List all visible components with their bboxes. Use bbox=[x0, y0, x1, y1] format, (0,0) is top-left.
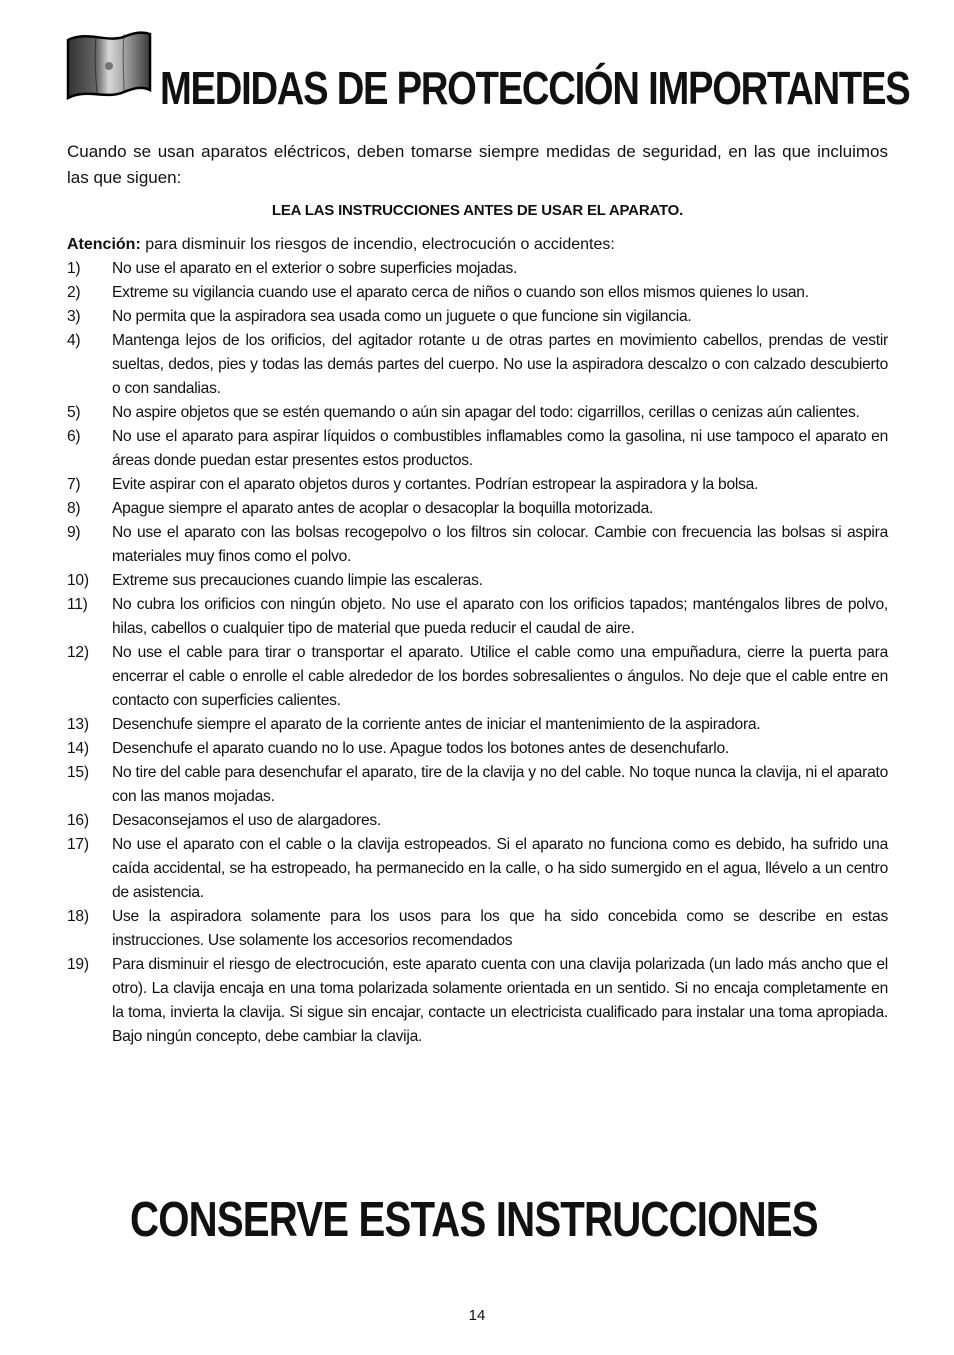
safety-list bbox=[67, 257, 888, 1049]
spain-flag-icon bbox=[66, 30, 154, 108]
item-number: 3) bbox=[67, 308, 81, 325]
list-item bbox=[67, 593, 888, 641]
list-item bbox=[67, 809, 888, 833]
list-item bbox=[67, 953, 888, 1049]
item-number: 9) bbox=[67, 524, 81, 541]
item-text: Para disminuir el riesgo de electrocución, este aparato cuenta con una clavija polarizada (un lado más ancho que el otro). La clavija encaja en una toma polarizada solamente orientada en un sentido. Si no encaja completamente en la toma, invierta la clavija. Si sigue sin encajar, contacte un electricista cualificado para instalar una toma apropiada. Bajo ningún concepto, debe cambiar la clavija. bbox=[112, 956, 888, 1045]
item-text: Desenchufe siempre el aparato de la corriente antes de iniciar el mantenimiento de la aspiradora. bbox=[112, 716, 761, 733]
item-number: 7) bbox=[67, 476, 81, 493]
item-number: 8) bbox=[67, 500, 81, 517]
item-number: 13) bbox=[67, 716, 89, 733]
list-item bbox=[67, 425, 888, 473]
item-text: Apague siempre el aparato antes de acoplar o desacoplar la boquilla motorizada. bbox=[112, 500, 654, 517]
item-number: 17) bbox=[67, 836, 89, 853]
item-text: No use el aparato con las bolsas recogepolvo o los filtros sin colocar. Cambie con frecuencia las bolsas si aspira materiales muy finos como el polvo. bbox=[112, 524, 888, 565]
item-number: 11) bbox=[67, 596, 88, 613]
item-text: Mantenga lejos de los orificios, del agitador rotante u de otras partes en movimiento cabellos, prendas de vestir sueltas, dedos, pies y todas las demás partes del cuerpo. No use la aspiradora descalzo o con calzado descubierto o con sandalias. bbox=[112, 332, 888, 397]
item-number: 16) bbox=[67, 812, 89, 829]
section-heading: LEA LAS INSTRUCCIONES ANTES DE USAR EL APARATO. bbox=[271, 202, 684, 219]
item-text: Desenchufe el aparato cuando no lo use. Apague todos los botones antes de desenchufarlo. bbox=[112, 740, 729, 757]
intro-text: Cuando se usan aparatos eléctricos, deben tomarse siempre medidas de seguridad, en las que incluimos las que siguen: bbox=[67, 142, 888, 187]
warning-label: Atención: bbox=[67, 236, 141, 253]
list-item bbox=[67, 257, 888, 281]
list-item bbox=[67, 281, 888, 305]
item-text: No use el aparato para aspirar líquidos o combustibles inflamables como la gasolina, ni use tampoco el aparato en áreas donde puedan estar presentes estos productos. bbox=[112, 428, 888, 469]
item-number: 10) bbox=[67, 572, 89, 589]
page-number: 14 bbox=[468, 1307, 486, 1324]
page-title: MEDIDAS DE PROTECCIÓN IMPORTANTES bbox=[160, 62, 910, 114]
list-item bbox=[67, 329, 888, 401]
warning-text: para disminuir los riesgos de incendio, electrocución o accidentes: bbox=[140, 236, 615, 253]
item-text: No tire del cable para desenchufar el aparato, tire de la clavija y no del cable. No toque nunca la clavija, ni el aparato con las manos mojadas. bbox=[112, 764, 888, 805]
list-item bbox=[67, 641, 888, 713]
item-number: 12) bbox=[67, 644, 89, 661]
item-number: 5) bbox=[67, 404, 81, 421]
item-text: No use el aparato con el cable o la clavija estropeados. Si el aparato no funciona como es debido, ha sufrido una caída accidental, se ha estropeado, ha permanecido en la calle, o ha sido sumergido en el agua, llévelo a un centro de asistencia. bbox=[112, 836, 888, 901]
list-item bbox=[67, 905, 888, 953]
item-number: 2) bbox=[67, 284, 81, 301]
item-number: 14) bbox=[67, 740, 89, 757]
item-text: No use el cable para tirar o transportar el aparato. Utilice el cable como una empuñadura, cierre la puerta para encerrar el cable o enrolle el cable alrededor de los bordes sobresalientes o ángulos. No deje que el cable entre en contacto con superficies calientes. bbox=[112, 644, 888, 709]
list-item bbox=[67, 713, 888, 737]
item-text: No use el aparato en el exterior o sobre superficies mojadas. bbox=[112, 260, 518, 277]
item-number: 15) bbox=[67, 764, 89, 781]
item-text: No permita que la aspiradora sea usada como un juguete o que funcione sin vigilancia. bbox=[112, 308, 692, 325]
item-text: Extreme sus precauciones cuando limpie las escaleras. bbox=[112, 572, 483, 589]
list-item bbox=[67, 401, 888, 425]
list-item bbox=[67, 761, 888, 809]
item-number: 18) bbox=[67, 908, 89, 925]
footer-title: CONSERVE ESTAS INSTRUCCIONES bbox=[130, 1193, 818, 1247]
list-item bbox=[67, 305, 888, 329]
list-item bbox=[67, 569, 888, 593]
list-item bbox=[67, 521, 888, 569]
item-text: Evite aspirar con el aparato objetos duros y cortantes. Podrían estropear la aspiradora y la bolsa. bbox=[112, 476, 759, 493]
item-number: 6) bbox=[67, 428, 81, 445]
main-content bbox=[67, 139, 888, 1049]
item-number: 19) bbox=[67, 956, 89, 973]
list-item bbox=[67, 833, 888, 905]
item-text: Desaconsejamos el uso de alargadores. bbox=[112, 812, 382, 829]
item-text: No aspire objetos que se estén quemando o aún sin apagar del todo: cigarrillos, cerillas o cenizas aún calientes. bbox=[112, 404, 860, 421]
list-item bbox=[67, 737, 888, 761]
item-number: 1) bbox=[67, 260, 81, 277]
warning-line bbox=[67, 233, 888, 257]
item-text: Use la aspiradora solamente para los usos para los que ha sido concebida como se describe en estas instrucciones. Use solamente los accesorios recomendados bbox=[112, 908, 888, 949]
item-text: No cubra los orificios con ningún objeto. No use el aparato con los orificios tapados; manténgalos libres de polvo, hilas, cabellos o cualquier tipo de material que pueda reducir el caudal de aire. bbox=[112, 596, 888, 637]
item-number: 4) bbox=[67, 332, 81, 349]
item-text: Extreme su vigilancia cuando use el aparato cerca de niños o cuando son ellos mismos quienes lo usan. bbox=[112, 284, 809, 301]
list-item bbox=[67, 497, 888, 521]
list-item bbox=[67, 473, 888, 497]
